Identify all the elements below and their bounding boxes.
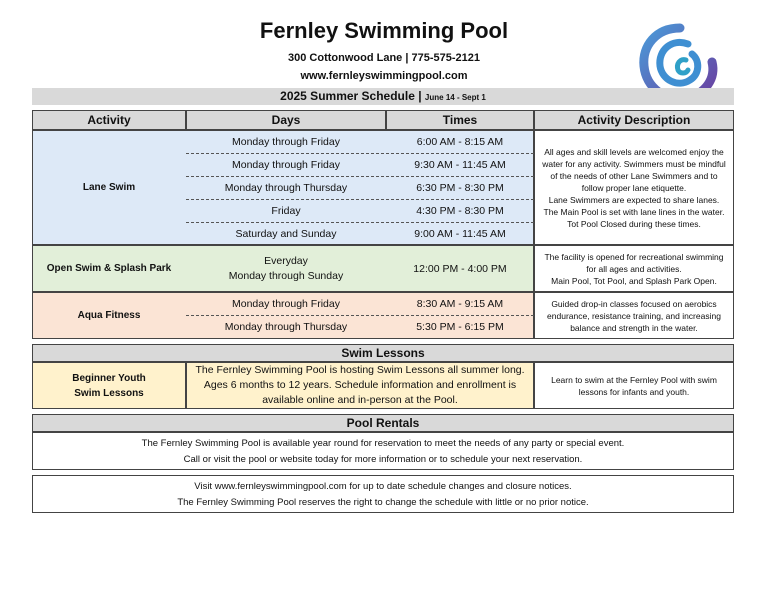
swim-lessons-activity-line: Beginner Youth [72, 372, 146, 384]
swim-lessons-description [534, 362, 734, 409]
swim-lessons-info-line: Ages 6 months to 12 years. Schedule information and enrollment is [203, 379, 517, 391]
open-swim-days-line: Monday through Sunday [228, 269, 344, 282]
aqua-fitness-activity: Aqua Fitness [77, 310, 141, 321]
description-line: for all ages and activities. [586, 263, 682, 274]
lane-swim-times: 9:00 AM - 11:45 AM [414, 228, 506, 240]
swim-lessons-info-line: available online and in-person at the Pool. [262, 394, 458, 406]
footer-line: Visit www.fernleyswimmingpool.com for up to date schedule changes and closure notices. [194, 481, 572, 492]
description-line: Tot Pool Closed during these times. [567, 218, 701, 229]
description-line: water for any activity. Swimmers must be mindful [542, 158, 726, 169]
swim-lessons-activity [32, 362, 186, 409]
header-times: Times [386, 110, 534, 130]
description-line: endurance, resistance training, and increasing [547, 310, 721, 321]
swim-lessons-activity-line: Swim Lessons [74, 387, 144, 399]
aqua-fitness-times: 8:30 AM - 9:15 AM [416, 298, 504, 310]
lane-swim-times: 6:30 PM - 8:30 PM [416, 182, 504, 194]
description-line: Guided drop-in classes focused on aerobics [551, 298, 717, 309]
lane-swim-description [534, 130, 734, 245]
description-line: lessons for infants and youth. [578, 386, 690, 397]
lane-swim-days: Friday [271, 205, 301, 217]
description-line: The facility is opened for recreational swimming [544, 251, 724, 262]
lane-swim-activity: Lane Swim [82, 182, 136, 193]
lane-swim-days: Saturday and Sunday [235, 228, 337, 240]
website-link[interactable]: www.fernleyswimmingpool.com [300, 70, 468, 82]
header-activity: Activity [32, 110, 186, 130]
description-line: follow proper lane etiquette. [581, 182, 687, 193]
lane-swim-row [186, 131, 534, 153]
schedule-title: 2025 Summer Schedule | [280, 89, 422, 103]
lane-swim-days: Monday through Friday [232, 159, 340, 171]
footer-line: The Fernley Swimming Pool reserves the right to change the schedule with little or no prior notice. [177, 497, 589, 508]
open-swim-description [534, 245, 734, 292]
swim-lessons-info [186, 362, 534, 409]
open-swim-days-line: Everyday [264, 254, 308, 267]
pool-rentals-header: Pool Rentals [32, 414, 734, 432]
description-line: Learn to swim at the Fernley Pool with swim [551, 374, 717, 385]
pool-rentals-box [32, 432, 734, 470]
aqua-fitness-days: Monday through Friday [232, 298, 340, 310]
pool-rentals-line: The Fernley Swimming Pool is available year round for reservation to meet the needs of any party or special event. [141, 438, 625, 449]
schedule-bar [32, 88, 734, 105]
description-line: of the needs of other Lane Swimmers and to [550, 170, 718, 181]
lane-swim-row [186, 154, 534, 176]
pool-rentals-line: Call or visit the pool or website today for more information or to schedule your next reservation. [183, 454, 583, 465]
lane-swim-times: 6:00 AM - 8:15 AM [416, 136, 504, 148]
lane-swim-days: Monday through Thursday [224, 182, 348, 194]
aqua-fitness-description [534, 292, 734, 339]
schedule-dates: June 14 - Sept 1 [424, 93, 486, 102]
description-line: The Main Pool is set with lane lines in the water. [543, 206, 725, 217]
address-phone: 300 Cottonwood Lane | 775-575-2121 [288, 52, 480, 64]
description-line: balance and strength in the water. [570, 322, 698, 333]
description-line: All ages and skill levels are welcomed enjoy the [544, 146, 724, 157]
lane-swim-row [186, 223, 534, 245]
header-days: Days [186, 110, 386, 130]
header-description: Activity Description [534, 110, 734, 130]
lane-swim-days: Monday through Friday [232, 136, 340, 148]
lane-swim-times: 4:30 PM - 8:30 PM [416, 205, 504, 217]
description-line: Main Pool, Tot Pool, and Splash Park Open. [551, 275, 717, 286]
aqua-fitness-times: 5:30 PM - 6:15 PM [416, 321, 504, 333]
lane-swim-times: 9:30 AM - 11:45 AM [414, 159, 506, 171]
lane-swim-row [186, 200, 534, 222]
page-title: Fernley Swimming Pool [259, 18, 509, 43]
swim-lessons-info-line: The Fernley Swimming Pool is hosting Swim Lessons all summer long. [195, 364, 525, 376]
footer-notice-box [32, 475, 734, 513]
lane-swim-row [186, 177, 534, 199]
swim-lessons-header: Swim Lessons [32, 344, 734, 362]
aqua-fitness-row [186, 293, 534, 315]
aqua-fitness-days: Monday through Thursday [224, 321, 348, 333]
open-swim-activity: Open Swim & Splash Park [46, 263, 172, 274]
open-swim-times: 12:00 PM - 4:00 PM [413, 262, 507, 275]
description-line: Lane Swimmers are expected to share lanes. [548, 194, 720, 205]
open-swim-days [186, 245, 386, 292]
aqua-fitness-row [186, 316, 534, 338]
